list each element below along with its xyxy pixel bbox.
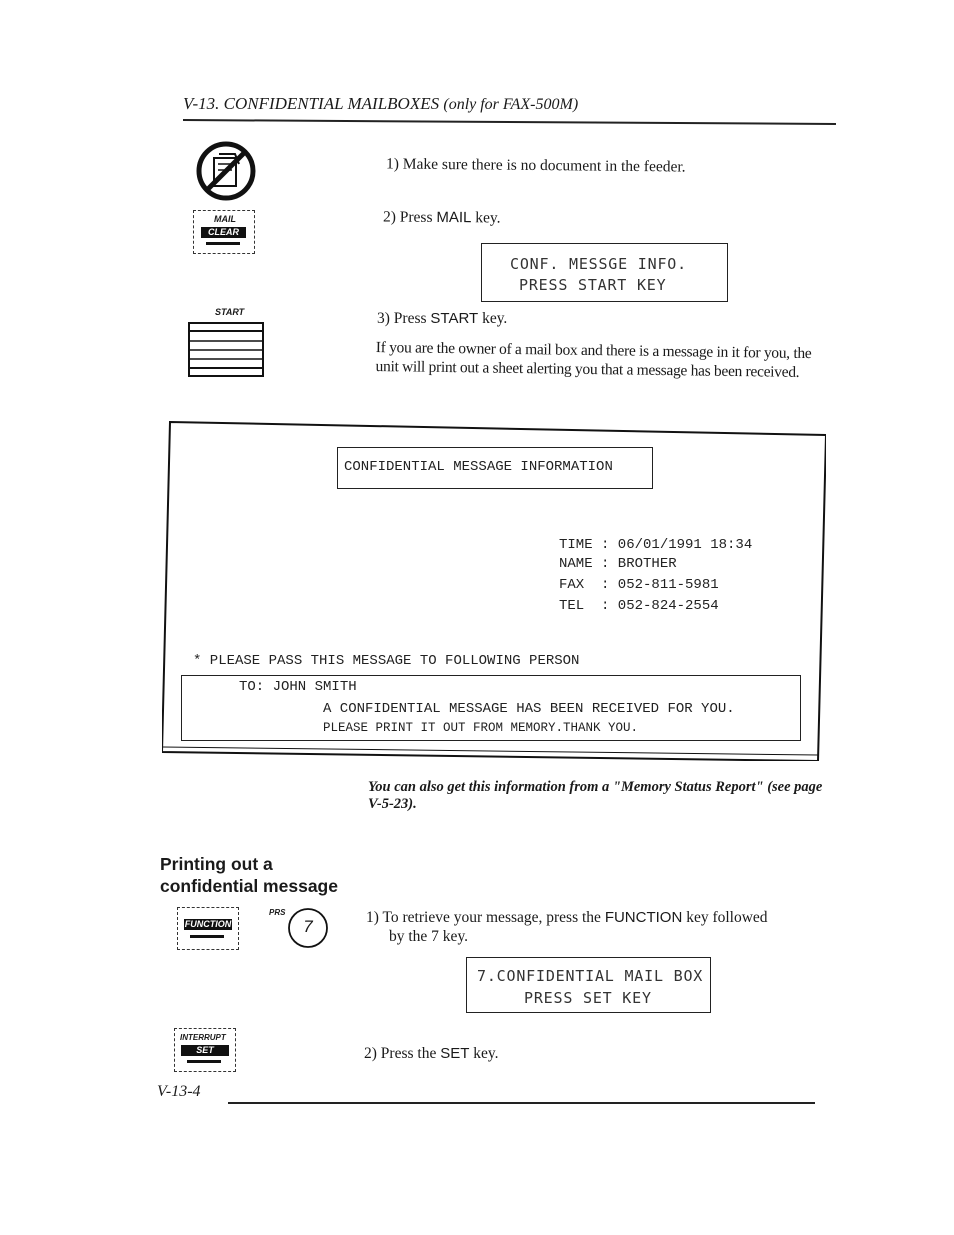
mail-clear-key: [193, 210, 255, 254]
header-rule: [183, 119, 836, 125]
lcd-display-2: [466, 957, 711, 1013]
seven-key-label: 7: [303, 917, 313, 936]
memory-status-note: You can also get this information from a "Memory Status Report" (see page V-5-23).: [368, 779, 823, 812]
prs-label: PRS: [269, 908, 286, 917]
clear-key-cap: CLEAR: [201, 227, 246, 238]
lcd1-line2: PRESS START KEY: [519, 276, 667, 294]
section1-step3: 3) Press START key.: [377, 310, 508, 327]
mail-key-label: MAIL: [214, 214, 236, 224]
sheet-time: TIME : 06/01/1991 18:34: [559, 537, 753, 553]
header-title: V-13. CONFIDENTIAL MAILBOXES: [183, 94, 440, 113]
mail-key-bar: [206, 242, 240, 245]
start-key-icon: [188, 322, 264, 377]
sheet-title: CONFIDENTIAL MESSAGE INFORMATION: [344, 459, 613, 475]
section1-step2: 2) Press MAIL key.: [382, 208, 501, 227]
sheet-message-box: [181, 675, 801, 741]
sheet-msg2: PLEASE PRINT IT OUT FROM MEMORY.THANK YOU.: [323, 721, 639, 735]
start-key-label: START: [215, 307, 245, 317]
no-document-icon: [195, 140, 257, 202]
header-subtitle: (only for FAX-500M): [443, 96, 579, 113]
sheet-pass-note: * PLEASE PASS THIS MESSAGE TO FOLLOWING PERSON: [193, 653, 580, 669]
section1-step3-detail: If you are the owner of a mail box and there is a message in it for you, the unit will print out a sheet alerting you that a message has been received.: [375, 338, 812, 381]
lcd-display-1: [481, 243, 728, 302]
section1-step1: 1) Make sure there is no document in the feeder.: [385, 155, 686, 176]
section2-step1: 1) To retrieve your message, press the FUNCTION key followed by the 7 key.: [366, 909, 768, 945]
function-key: [177, 907, 239, 950]
mail-key-ref: MAIL: [436, 208, 472, 227]
section2-heading-line1: Printing out a: [160, 854, 273, 874]
sheet-title-box: [337, 447, 653, 489]
sheet-tel: TEL : 052-824-2554: [559, 598, 719, 614]
section2-heading-line2: confidential message: [160, 876, 338, 896]
set-key-bar: [187, 1060, 221, 1063]
function-key-ref: FUNCTION: [604, 909, 683, 926]
function-key-bar: [190, 935, 224, 938]
seven-key-icon: [287, 907, 329, 949]
interrupt-set-key: [174, 1028, 236, 1072]
function-key-cap: FUNCTION: [184, 919, 232, 929]
section2-step2: 2) Press the SET key.: [364, 1045, 499, 1062]
section2-heading: [160, 853, 338, 897]
printout-sheet: [162, 421, 826, 761]
lcd2-line1: 7.CONFIDENTIAL MAIL BOX: [477, 967, 704, 985]
lcd1-line1: CONF. MESSGE INFO.: [510, 255, 687, 273]
lcd2-line2: PRESS SET KEY: [524, 989, 652, 1007]
interrupt-label: INTERRUPT: [180, 1033, 226, 1042]
set-key-ref: SET: [440, 1045, 470, 1062]
start-key-ref: START: [430, 310, 479, 327]
page-number: V-13-4: [157, 1083, 201, 1100]
sheet-msg1: A CONFIDENTIAL MESSAGE HAS BEEN RECEIVED FOR YOU.: [323, 701, 735, 717]
set-key-cap: SET: [181, 1045, 229, 1056]
sheet-to: TO: JOHN SMITH: [239, 679, 357, 695]
sheet-fax: FAX : 052-811-5981: [559, 577, 719, 593]
page-header: [183, 94, 578, 114]
footer-rule: [228, 1102, 815, 1104]
sheet-name: NAME : BROTHER: [559, 556, 677, 572]
